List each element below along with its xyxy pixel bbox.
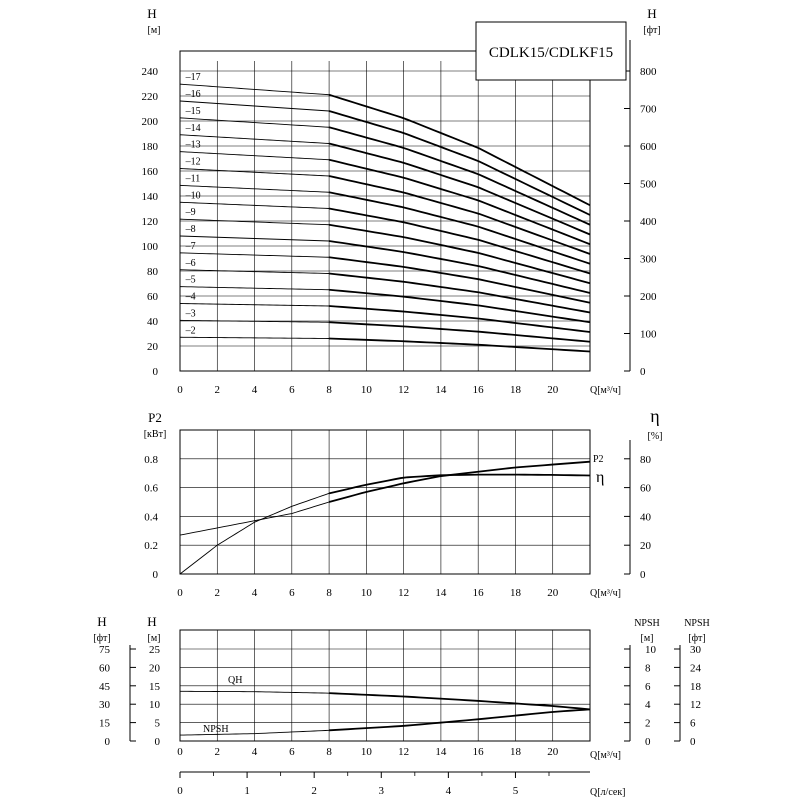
y-tick-label: 10 bbox=[149, 699, 160, 712]
y2-tick-label: 10 bbox=[645, 644, 656, 656]
x-tick-label: 0 bbox=[177, 746, 183, 758]
y-tick-label: 5 bbox=[154, 717, 160, 730]
stage-label: –17 bbox=[185, 72, 201, 84]
y-ft-tick-label: 15 bbox=[99, 717, 110, 730]
y-tick-label: 0.6 bbox=[144, 482, 158, 495]
x2-tick-label: 3 bbox=[378, 785, 385, 797]
x-tick-label: 14 bbox=[435, 746, 447, 758]
qh-curve-label: QH bbox=[228, 675, 243, 686]
npsh-ft-axis-unit: [фт] bbox=[688, 633, 706, 644]
y-ft-tick-label: 0 bbox=[104, 736, 110, 748]
stage-label: –2 bbox=[185, 325, 196, 337]
x-tick-label: 6 bbox=[289, 587, 295, 599]
stage-label: –7 bbox=[185, 240, 196, 252]
y3-tick-label: 6 bbox=[690, 717, 696, 730]
y2-tick-label: 500 bbox=[640, 178, 657, 191]
p2-curve-label: P2 bbox=[593, 454, 604, 465]
y2-tick-label: 2 bbox=[645, 717, 651, 730]
y-tick-label: 60 bbox=[147, 291, 158, 303]
y2-tick-label: 300 bbox=[640, 253, 657, 266]
x-tick-label: 18 bbox=[509, 587, 521, 599]
y-tick-label: 240 bbox=[141, 66, 158, 78]
flow-lps-axis-unit: Q[л/сек] bbox=[590, 787, 626, 798]
y-ft-tick-label: 60 bbox=[99, 662, 110, 675]
x-tick-label: 16 bbox=[472, 384, 484, 396]
npsh-ft-axis-label: NPSH bbox=[684, 618, 710, 629]
y-tick-label: 200 bbox=[141, 116, 158, 128]
x-tick-label: 18 bbox=[509, 384, 521, 396]
x-tick-label: 10 bbox=[360, 587, 372, 599]
y2-tick-label: 20 bbox=[640, 540, 651, 553]
head-ft-axis-unit-3: [фт] bbox=[93, 633, 111, 644]
y-tick-label: 140 bbox=[141, 191, 158, 203]
efficiency-curve-label: η bbox=[596, 469, 605, 486]
stage-label: –12 bbox=[185, 156, 201, 168]
npsh-m-axis-unit: [м] bbox=[640, 633, 654, 644]
y2-tick-label: 400 bbox=[640, 216, 657, 228]
y-tick-label: 40 bbox=[147, 316, 158, 328]
stage-label: –13 bbox=[185, 139, 201, 151]
stage-label: –11 bbox=[185, 173, 201, 185]
y2-tick-label: 4 bbox=[645, 699, 651, 712]
efficiency-axis-unit: [%] bbox=[647, 431, 663, 442]
y-tick-label: 20 bbox=[147, 341, 158, 353]
y-tick-label: 0.2 bbox=[144, 540, 158, 553]
x-tick-label: 12 bbox=[398, 587, 410, 599]
y-tick-label: 180 bbox=[141, 141, 158, 153]
stage-label: –16 bbox=[185, 89, 201, 100]
x-tick-label: 14 bbox=[435, 587, 447, 599]
x2-tick-label: 1 bbox=[244, 785, 250, 797]
x-tick-label: 2 bbox=[214, 587, 221, 599]
y2-tick-label: 0 bbox=[640, 366, 646, 378]
npsh-m-axis-label: NPSH bbox=[634, 618, 660, 629]
x-tick-label: 2 bbox=[214, 746, 221, 758]
y3-tick-label: 24 bbox=[690, 662, 701, 675]
x-tick-label: 16 bbox=[472, 587, 484, 599]
y2-tick-label: 60 bbox=[640, 482, 651, 495]
npsh-curve-label: NPSH bbox=[203, 724, 229, 735]
model-title: CDLK15/CDLKF15 bbox=[488, 45, 614, 61]
stage-label: –3 bbox=[185, 308, 196, 320]
y2-tick-label: 0 bbox=[640, 569, 646, 581]
y2-tick-label: 0 bbox=[645, 736, 651, 748]
x2-tick-label: 5 bbox=[512, 785, 519, 797]
stage-label: –8 bbox=[185, 224, 196, 235]
efficiency-axis-label: η bbox=[650, 406, 660, 426]
y2-tick-label: 600 bbox=[640, 141, 657, 153]
head-ft-axis-unit: [фт] bbox=[643, 25, 661, 36]
x-tick-label: 12 bbox=[398, 746, 410, 758]
x-tick-label: 0 bbox=[177, 384, 183, 396]
y-ft-tick-label: 45 bbox=[99, 680, 110, 693]
x-tick-label: 2 bbox=[214, 384, 221, 396]
stage-label: –4 bbox=[185, 291, 196, 303]
y3-tick-label: 18 bbox=[690, 680, 701, 693]
x-tick-label: 4 bbox=[251, 587, 258, 599]
stage-label: –6 bbox=[185, 257, 196, 269]
x-tick-label: 0 bbox=[177, 587, 183, 599]
x-tick-label: 20 bbox=[547, 746, 559, 758]
power-axis-label: P2 bbox=[148, 410, 162, 425]
x-tick-label: 4 bbox=[251, 384, 258, 396]
y2-tick-label: 80 bbox=[640, 453, 651, 466]
y3-tick-label: 0 bbox=[690, 736, 696, 748]
y-tick-label: 0.4 bbox=[144, 511, 158, 524]
y-tick-label: 15 bbox=[149, 680, 160, 693]
y-tick-label: 0 bbox=[154, 736, 160, 748]
x-tick-label: 18 bbox=[509, 746, 521, 758]
flow-axis-unit-2: Q[м³/ч] bbox=[590, 588, 622, 599]
y-tick-label: 160 bbox=[141, 166, 158, 178]
x-tick-label: 20 bbox=[547, 587, 559, 599]
x-tick-label: 8 bbox=[326, 746, 332, 758]
flow-axis-unit: Q[м³/ч] bbox=[590, 385, 622, 396]
y-tick-label: 0.8 bbox=[144, 453, 158, 466]
x-tick-label: 14 bbox=[435, 384, 447, 396]
x-tick-label: 20 bbox=[547, 384, 559, 396]
x2-tick-label: 2 bbox=[311, 785, 317, 797]
y3-tick-label: 30 bbox=[690, 644, 701, 656]
head-axis-label: H bbox=[147, 6, 157, 21]
y-tick-label: 220 bbox=[141, 91, 158, 103]
x-tick-label: 6 bbox=[289, 384, 295, 396]
y-tick-label: 0 bbox=[152, 366, 158, 378]
x-tick-label: 6 bbox=[289, 746, 295, 758]
x-tick-label: 10 bbox=[360, 384, 372, 396]
x-tick-label: 8 bbox=[326, 384, 332, 396]
x2-tick-label: 0 bbox=[177, 785, 183, 797]
stage-label: –5 bbox=[185, 274, 196, 286]
head-ft-axis-label: H bbox=[647, 6, 657, 21]
y2-tick-label: 8 bbox=[645, 662, 651, 675]
x-tick-label: 8 bbox=[326, 587, 332, 599]
head-axis-label-3: H bbox=[147, 614, 157, 629]
y2-tick-label: 40 bbox=[640, 511, 651, 524]
x-tick-label: 12 bbox=[398, 384, 410, 396]
y2-tick-label: 700 bbox=[640, 103, 657, 116]
y-ft-tick-label: 30 bbox=[99, 699, 110, 712]
y-tick-label: 100 bbox=[141, 241, 158, 253]
y-tick-label: 20 bbox=[149, 662, 160, 675]
y-tick-label: 25 bbox=[149, 644, 160, 656]
x-tick-label: 10 bbox=[360, 746, 372, 758]
flow-axis-unit-3: Q[м³/ч] bbox=[590, 750, 622, 761]
y-tick-label: 120 bbox=[141, 216, 158, 228]
x2-tick-label: 4 bbox=[445, 785, 452, 797]
head-ft-axis-label-3: H bbox=[97, 614, 107, 629]
y-tick-label: 80 bbox=[147, 266, 158, 278]
stage-label: –9 bbox=[185, 207, 196, 219]
y-ft-tick-label: 75 bbox=[99, 644, 110, 656]
y-tick-label: 0 bbox=[152, 569, 158, 581]
power-axis-unit: [кВт] bbox=[143, 429, 167, 440]
stage-label: –14 bbox=[185, 122, 201, 134]
x-tick-label: 16 bbox=[472, 746, 484, 758]
stage-label: –15 bbox=[185, 105, 201, 117]
head-axis-unit: [м] bbox=[147, 25, 161, 36]
stage-label: –10 bbox=[185, 190, 201, 202]
y2-tick-label: 800 bbox=[640, 66, 657, 78]
head-axis-unit-3: [м] bbox=[147, 633, 161, 644]
y2-tick-label: 6 bbox=[645, 680, 651, 693]
y2-tick-label: 100 bbox=[640, 328, 657, 341]
x-tick-label: 4 bbox=[251, 746, 258, 758]
y2-tick-label: 200 bbox=[640, 291, 657, 303]
y3-tick-label: 12 bbox=[690, 699, 701, 712]
